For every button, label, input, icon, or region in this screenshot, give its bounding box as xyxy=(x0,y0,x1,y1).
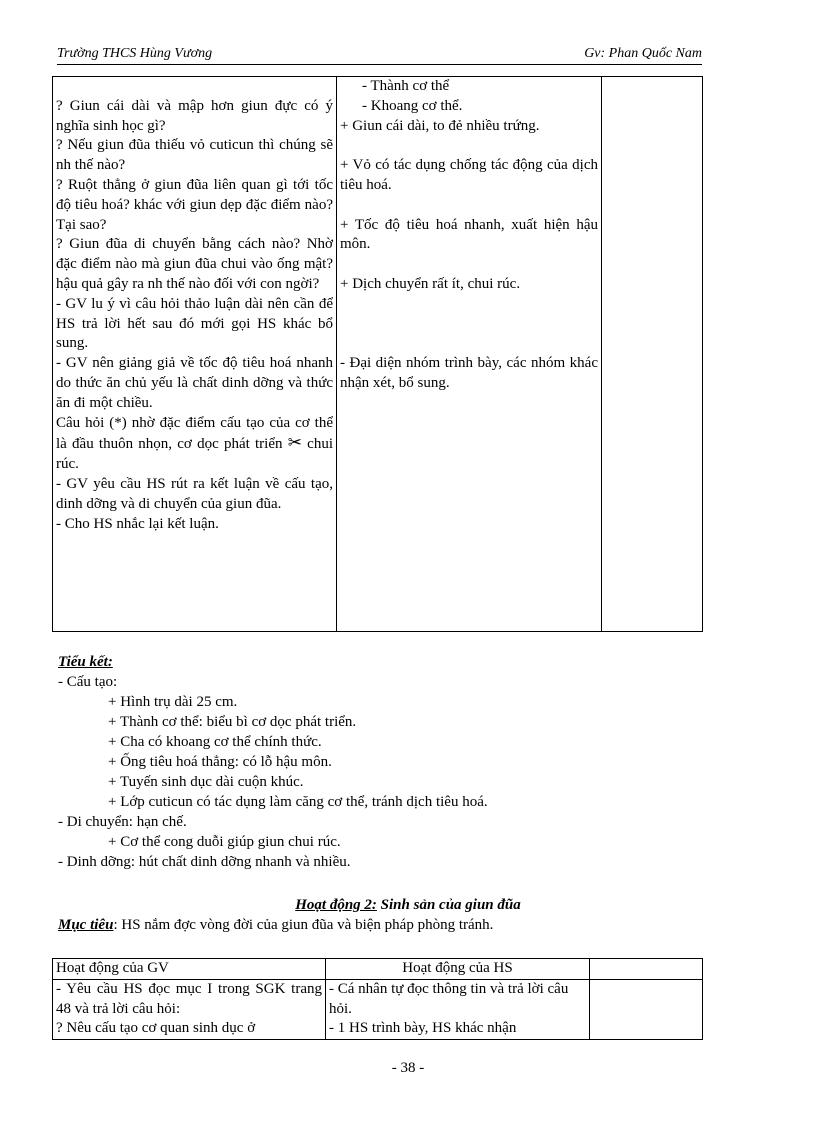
scissors-icon: ✂ xyxy=(287,433,302,453)
answer-1: + Giun cái dài, to đẻ nhiều trứng. xyxy=(340,117,540,134)
question-star-text: Câu hỏi (*) nhờ đặc điểm cấu tạo của cơ thể là đầu thuôn nhọn, cơ dọc phát triển xyxy=(56,414,333,453)
teacher-note-4: - Cho HS nhắc lại kết luận. xyxy=(56,515,219,532)
answer-body-wall: - Thành cơ thể xyxy=(362,78,450,94)
notes-cell xyxy=(590,979,703,1039)
notes-column xyxy=(602,77,703,632)
answer-2: + Vỏ có tác dụng chống tác động của dịch tiêu hoá. xyxy=(340,157,598,193)
page-header xyxy=(57,46,702,65)
objective xyxy=(58,917,493,934)
objective-label: Mục tiêu xyxy=(58,917,114,933)
summary-item: + Lớp cuticun có tác dụng làm căng cơ thể, tránh dịch tiêu hoá. xyxy=(108,794,488,810)
answer-body-cavity: - Khoang cơ thể. xyxy=(362,97,463,114)
teacher-note-3: - GV yêu cầu HS rút ra kết luận về cấu tạo, dinh dỡng và di chuyển của giun đũa. xyxy=(56,475,333,512)
summary-title: Tiểu kết: xyxy=(58,654,113,670)
teacher-column xyxy=(53,77,337,632)
summary-item: + Thành cơ thể: biểu bì cơ dọc phát triển. xyxy=(108,714,357,730)
summary-movement: - Di chuyển: hạn chế. xyxy=(58,814,187,830)
page-number: - 38 - xyxy=(391,1060,425,1076)
gv-header: Hoạt động của GV xyxy=(53,959,326,980)
answer-5: - Đại diện nhóm trình bày, các nhóm khác nhận xét, bổ sung. xyxy=(340,355,598,391)
hs-line-1: - Cá nhân tự đọc thông tin và trả lời câu hỏi. xyxy=(329,980,569,1017)
summary-item: + Hình trụ dài 25 cm. xyxy=(108,694,238,710)
question-1: ? Giun cái dài và mập hơn giun đực có ý nghĩa sinh học gì? xyxy=(56,97,333,134)
summary-structure: - Cấu tạo: xyxy=(58,674,118,690)
activity-2-title: Sinh sản của giun đũa xyxy=(376,897,521,913)
activity-table-1 xyxy=(52,76,703,632)
teacher-note-2: - GV nên giảng giả về tốc độ tiêu hoá nhanh do thức ăn chủ yếu là chất dinh dỡng và thức ăn đi một chiều. xyxy=(56,355,333,411)
gv-line-1: - Yêu cầu HS đọc mục I trong SGK trang 48 và trả lời câu hỏi: xyxy=(56,980,322,1017)
summary-section xyxy=(58,652,758,872)
question-star xyxy=(56,414,333,475)
school-name: Trường THCS Hùng Vương xyxy=(57,46,213,61)
hs-header: Hoạt động của HS xyxy=(326,959,590,980)
notes-header xyxy=(590,959,703,980)
activity-2-heading xyxy=(0,897,816,914)
objective-text: : HS nắm đợc vòng đời của giun đũa và biện pháp phòng tránh. xyxy=(113,917,494,933)
gv-line-2: ? Nêu cấu tạo cơ quan sinh dục ở xyxy=(56,1020,256,1037)
summary-item: + Cơ thể cong duỗi giúp giun chui rúc. xyxy=(108,834,341,850)
hs-line-2: - 1 HS trình bày, HS khác nhận xyxy=(329,1020,517,1037)
summary-item: + Cha có khoang cơ thể chính thức. xyxy=(108,734,322,750)
answer-3: + Tốc độ tiêu hoá nhanh, xuất hiện hậu môn. xyxy=(340,216,598,253)
summary-nutrition: - Dinh dỡng: hút chất dinh dỡng nhanh và nhiều. xyxy=(58,854,351,870)
question-3: ? Ruột thẳng ở giun đũa liên quan gì tới tốc độ tiêu hoá? khác với giun dẹp đặc điểm nào? Tại sao? xyxy=(56,176,333,233)
question-4: ? Giun đũa di chuyển bằng cách nào? Nhờ đặc điểm nào mà giun đũa chui vào ống mật? hậu quả gây ra nh thế nào đối với con ngời? xyxy=(56,236,333,292)
teacher-name: Gv: Phan Quốc Nam xyxy=(584,46,702,61)
summary-item: + Tuyến sinh dục dài cuộn khúc. xyxy=(108,774,304,790)
summary-item: + Ống tiêu hoá thẳng: có lỗ hậu môn. xyxy=(108,754,332,770)
question-2: ? Nếu giun đũa thiếu vỏ cuticun thì chúng sẽ nh thế nào? xyxy=(56,137,333,174)
activity-2-label: Hoạt động 2: xyxy=(295,897,377,913)
gv-cell xyxy=(53,979,326,1039)
student-column xyxy=(337,77,602,632)
answer-4: + Dịch chuyển rất ít, chui rúc. xyxy=(340,275,521,292)
question-star-tail: chui rúc. xyxy=(56,436,333,473)
hs-cell xyxy=(326,979,590,1039)
activity-table-2 xyxy=(52,958,703,1040)
teacher-note-1: - GV lu ý vì câu hỏi thảo luận dài nên cần để HS trả lời hết sau đó mới gọi HS khác bổ sung. xyxy=(56,295,333,352)
